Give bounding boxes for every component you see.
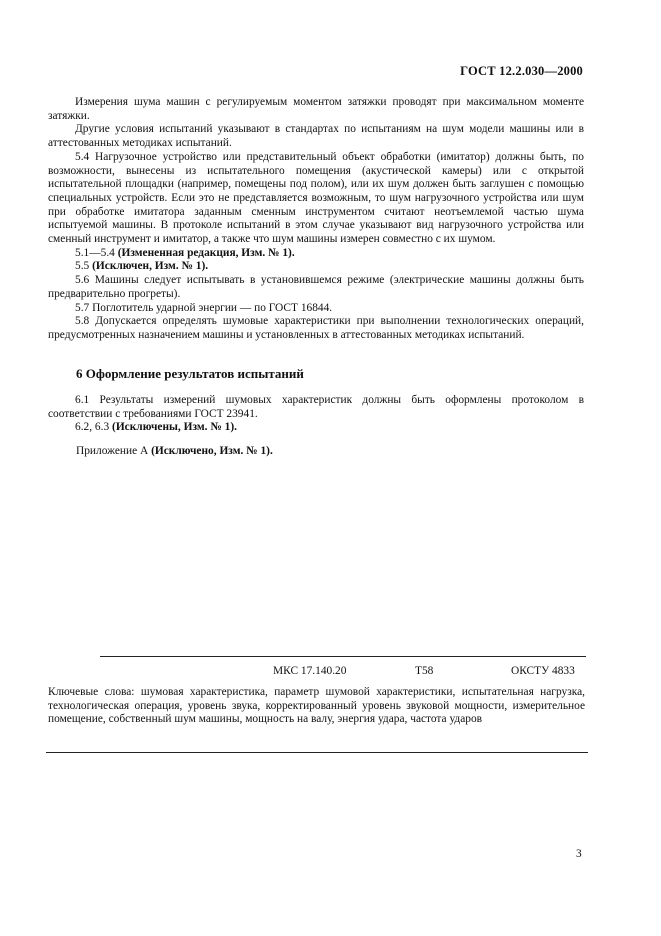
appendix-label: Приложение А	[76, 445, 149, 457]
okstu-code: ОКСТУ 4833	[511, 665, 575, 677]
change-note-5-1-5-4	[48, 247, 584, 261]
page-number: 3	[576, 848, 582, 860]
item-5-5	[48, 260, 584, 274]
section-6-title: 6 Оформление результатов испытаний	[76, 366, 304, 381]
item-number: 5.1—5.4	[75, 246, 115, 259]
item-5-7: 5.7 Поглотитель ударной энергии — по ГОСТ 16844.	[75, 301, 333, 314]
section-5-body	[48, 96, 584, 343]
appendix-a-note	[76, 445, 273, 457]
section-6-body	[48, 394, 584, 435]
footer-top-divider	[100, 656, 586, 657]
item-6-1: 6.1 Результаты измерений шумовых характеристик должны быть оформлены протоколом в соответствии с требованиями ГОСТ 23941.	[48, 394, 584, 420]
t-code: Т58	[415, 665, 434, 677]
change-note: (Измененная редакция, Изм. № 1).	[117, 246, 295, 259]
paragraph-5-4: 5.4 Нагрузочное устройство или представительный объект обработки (имитатор) должны быть, по возможности, вынесены из испытательного помещения (акустической камеры) или с открытой испытательной площадки (например, помещены под полом), или их шум должен быть заглушен с помощью специальных устройств. Если это не представляется возможным, то шум нагрузочного устройства или шум при обработке имитатора заданным сменным инструментом считают неотъемлемой частью шума испытуемой машины. В протоколе испытаний в этом случае указывают вид нагрузочного устройства или сменный инструмент и имитатор, а также что шум машины измерен совместно с их шумом.	[48, 150, 584, 246]
change-note: (Исключено, Изм. № 1).	[151, 445, 273, 457]
item-5-6: 5.6 Машины следует испытывать в установившемся режиме (электрические машины должны быть предварительно прогреты).	[48, 274, 584, 300]
mks-code: МКС 17.140.20	[273, 665, 347, 677]
item-number: 5.5	[75, 260, 90, 273]
paragraph: Измерения шума машин с регулируемым моментом затяжки проводят при максимальном моменте затяжки.	[48, 96, 584, 122]
item-number: 6.2, 6.3	[75, 421, 110, 434]
paragraph: Другие условия испытаний указывают в стандартах по испытаниям на шум модели машины или в аттестованных методиках испытаний.	[48, 123, 584, 150]
footer-bottom-divider	[46, 752, 588, 753]
item-5-8: 5.8 Допускается определять шумовые характеристики при выполнении технологических операций, предусмотренных назначением машины и установленных в аттестованных методиках испытаний.	[48, 315, 584, 341]
change-note: (Исключены, Изм. № 1).	[112, 421, 237, 434]
change-note: (Исключен, Изм. № 1).	[92, 260, 209, 273]
keywords: Ключевые слова: шумовая характеристика, параметр шумовой характеристики, испытательная нагрузка, технологическая операция, уровень звука, корректированный уровень звуковой мощности, измерительное помещение, собственный шум машины, мощность на валу, энергия удара, частота ударов	[48, 686, 585, 726]
item-6-2-6-3	[48, 421, 584, 435]
standard-header: ГОСТ 12.2.030—2000	[460, 64, 583, 78]
